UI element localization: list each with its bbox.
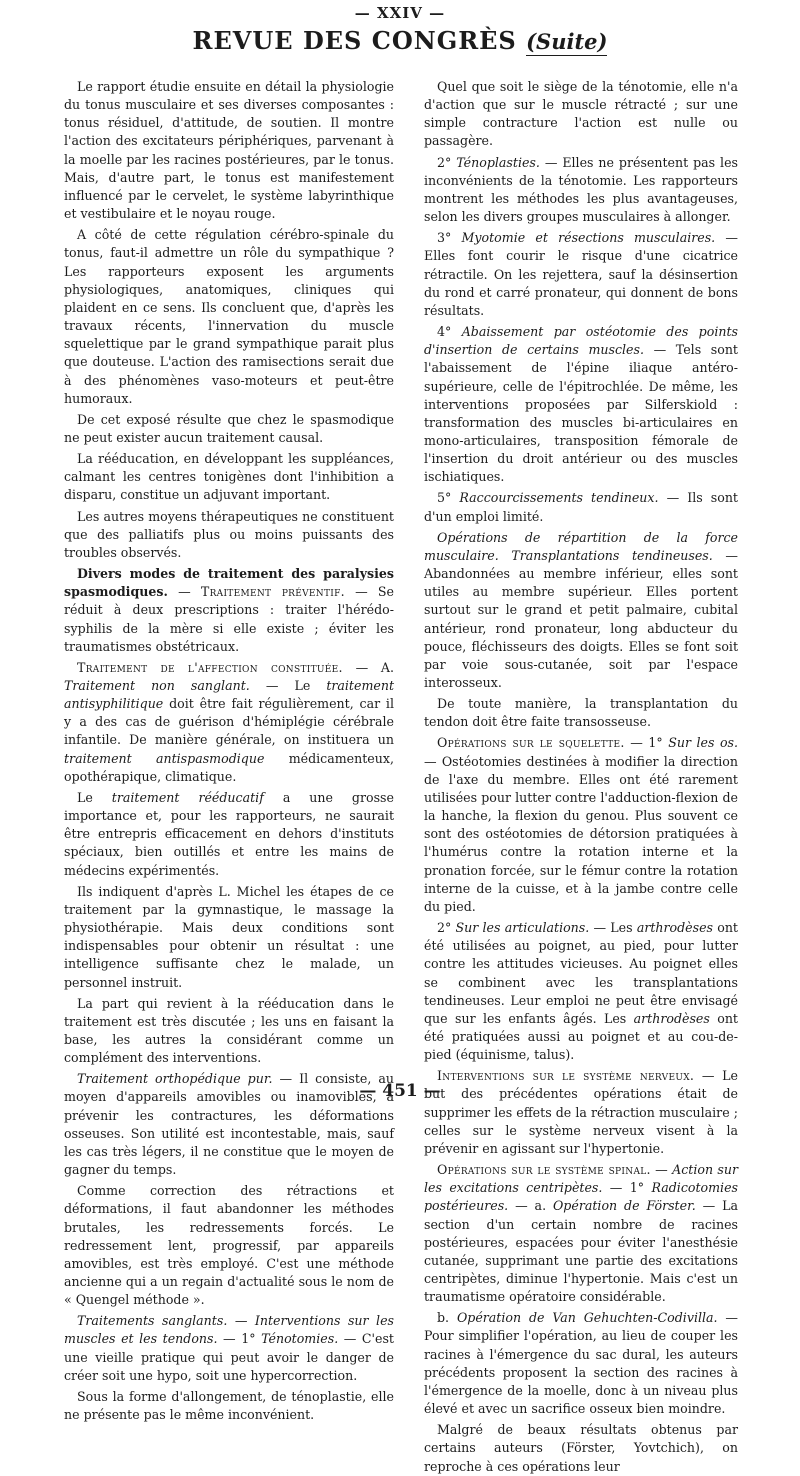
paragraph bbox=[424, 323, 738, 486]
right-text-column bbox=[424, 78, 739, 1474]
paragraph bbox=[424, 78, 738, 151]
styled-text: Divers modes de traitement des paralysies spasmodiques. bbox=[64, 566, 394, 600]
text-run: ont été pratiquées aussi au poignet et au cou-de-pied (équinisme, talus). bbox=[424, 1010, 738, 1063]
text-run: — Pour simplifier l'opération, au lieu de couper les racines à l'émergence du sac dural, les auteurs précédents proposent la section des racines à l'émergence de la moelle, donc à un niveau plus élevé et avec un sacrifice osseux bien moindre. bbox=[424, 1310, 739, 1417]
text-run: 4° bbox=[437, 324, 462, 340]
text-run: — bbox=[167, 584, 201, 600]
styled-text: Radicotomies postérieures. bbox=[424, 1180, 738, 1214]
text-run: — Abandonnées au membre inférieur, elles sont utiles au membre supérieur. Elles portent surtout sur le grand et petit palmaire, cubital antérieur, rond pronateur, long abducteur du pouce, fléchisseurs des doigts. Elles se font soit par voie sous-cutanée, soit par l'espace interosseux. bbox=[424, 547, 738, 690]
text-run: — Se réduit à deux prescriptions : traiter l'hérédo-syphilis de la mère si elle existe ; éviter les traumatismes obstétricaux. bbox=[64, 584, 394, 654]
text-run: De cet exposé résulte que chez le spasmodique ne peut exister aucun traitement causal. bbox=[64, 411, 394, 445]
paragraph bbox=[424, 919, 738, 1064]
paragraph bbox=[424, 489, 738, 525]
page-marker: — XXIV — bbox=[354, 4, 446, 22]
styled-text: Interventions sur le système nerveux. bbox=[437, 1068, 695, 1084]
text-run: — 1° bbox=[602, 1180, 652, 1196]
styled-text: Myotomie et résections musculaires. bbox=[461, 230, 716, 246]
text-run: 2° bbox=[437, 154, 457, 170]
page-number: — 451 — bbox=[359, 1081, 441, 1101]
paragraph bbox=[424, 154, 738, 227]
text-run: Le bbox=[77, 789, 112, 805]
text-run: La part qui revient à la rééducation dans le traitement est très discutée ; les uns en faisant la base, les autres la considérant comme un complément des interventions. bbox=[64, 995, 394, 1066]
text-run: Quel que soit le siège de la ténotomie, elle n'a d'action que sur le muscle rétracté ; sur une simple contracture l'action est nulle ou passagère. bbox=[424, 79, 738, 149]
text-run: — Ostéotomies destinées à modifier la direction de l'axe du membre. Elles ont été rarement utilisées pour lutter contre l'adduction-flexion de la hanche, la flexion du genou. Plus souvent ce sont des ostéotomies de détorsion pratiquées à l'humérus contre la rotation interne et la pronation forcée, sur le fémur contre la rotation interne de la cuisse, et à la jambe contre celle du pied. bbox=[424, 753, 738, 914]
paragraph bbox=[64, 1388, 394, 1424]
text-run: Ils indiquent d'après L. Michel les étapes de ce traitement par la gymnastique, le massage la physiothérapie. Mais deux conditions sont indispensables pour obtenir un résultat : une intelligence suffisante chez le malade, un personnel instruit. bbox=[64, 883, 394, 990]
text-run: — C'est une vieille pratique qui peut avoir le danger de créer soit une hypo, soit une hypercorrection. bbox=[64, 1331, 394, 1383]
styled-text: Ténoplasties. bbox=[456, 154, 540, 170]
text-run: La rééducation, en développant les suppléances, calmant les centres tonigènes dont l'inhibition a disparu, constitue un adjuvant important. bbox=[64, 451, 394, 503]
text-run: A côté de cette régulation cérébro-spinale du tonus, faut-il admettre un rôle du sympathique ? Les rapporteurs exposent les arguments physiologiques, anatomiques, cliniques qui plaident en ce sens. Ils concluent que, d'après les travaux récents, l'innervation du muscle squelettique par le grand sympathique parait plus que douteuse. L'action des ramisections serait due à des phénomènes vaso-moteurs et peut-être humoraux. bbox=[64, 227, 394, 406]
styled-text: Traitement préventif. bbox=[200, 584, 345, 600]
text-run: b. bbox=[437, 1310, 457, 1326]
page-title-suffix: (Suite) bbox=[526, 29, 608, 54]
paragraph bbox=[64, 1182, 394, 1309]
paragraph bbox=[424, 1309, 738, 1418]
text-run: doit être fait régulièrement, car il y a des cas de guérison d'hémiplégie cérébrale infantile. De manière générale, on instituera un bbox=[64, 696, 394, 748]
page-title-suffix-wrap bbox=[526, 26, 607, 56]
paragraph bbox=[64, 789, 394, 880]
paragraph bbox=[64, 995, 394, 1068]
text-run: médicamenteux, opothérapique, climatique. bbox=[64, 750, 394, 784]
text-run: — bbox=[650, 1162, 673, 1178]
styled-text: Abaissement par ostéotomie des points d'insertion de certains muscles. bbox=[424, 324, 738, 358]
paragraph bbox=[424, 1161, 738, 1306]
styled-text: Opération de Van Gehuchten-Codivilla. bbox=[456, 1310, 718, 1326]
paragraph bbox=[64, 450, 394, 504]
styled-text: Traitement de l'affection constituée. bbox=[77, 659, 343, 675]
styled-text: traitement rééducatif bbox=[111, 789, 264, 805]
text-run: 3° bbox=[437, 230, 462, 246]
text-run: Malgré de beaux résultats obtenus par certains auteurs (Förster, Yovtchich), on reproche à ces opérations leur bbox=[424, 1422, 738, 1474]
styled-text: Opérations sur le système spinal. bbox=[437, 1162, 651, 1178]
styled-text: Traitement orthopédique pur. bbox=[77, 1071, 273, 1087]
text-run: — 1° bbox=[217, 1331, 262, 1347]
text-run: a une grosse importance et, pour les rapporteurs, ne saurait être entrepris efficacement en dehors d'instituts spéciaux, bien outillés et entre les mains de médecins expérimentés. bbox=[64, 789, 394, 878]
paragraph bbox=[64, 226, 394, 408]
paragraph bbox=[64, 659, 394, 786]
text-run: — Ils sont d'un emploi limité. bbox=[424, 490, 738, 524]
paragraph bbox=[64, 508, 394, 562]
styled-text: Raccourcissements tendineux. bbox=[459, 490, 659, 506]
paragraph bbox=[64, 411, 394, 447]
styled-text: Traitement non sanglant. bbox=[64, 678, 250, 693]
styled-text: Action sur les excitations centripètes. bbox=[424, 1162, 738, 1196]
styled-text: traitement antispasmodique bbox=[64, 750, 265, 766]
text-run: Le rapport étudie ensuite en détail la physiologie du tonus musculaire et ses diverses composantes : tonus résiduel, d'attitude, de soutien. Il montre l'action des excitateurs périphériques, parvenant à la moelle par les racines postérieures, par le tonus. Mais, d'autre part, le tonus est manifestement influencé par le cervelet, le système labyrinthique et vestibulaire et le noyau rouge. bbox=[64, 79, 394, 222]
text-run: — 1° bbox=[624, 735, 669, 751]
text-run: — Elles ne présentent pas les inconvénients de la ténotomie. Les rapporteurs montrent les méthodes les plus avantageuses, selon les divers groupes musculaires à allonger. bbox=[424, 154, 738, 225]
paragraph bbox=[64, 565, 394, 656]
text-run: Les autres moyens thérapeutiques ne constituent que des palliatifs plus ou moins puissants des troubles observés. bbox=[64, 508, 394, 560]
styled-text: Opération de Förster. bbox=[552, 1198, 696, 1214]
left-text-column bbox=[64, 78, 395, 1423]
styled-text: Opérations sur le squelette. bbox=[437, 735, 625, 751]
text-run: De toute manière, la transplantation du tendon doit être faite transosseuse. bbox=[424, 696, 738, 730]
styled-text: Ténotomies. bbox=[261, 1331, 339, 1347]
text-run: Sous la forme d'allongement, de ténoplastie, elle ne présente pas le même inconvénient. bbox=[64, 1388, 394, 1423]
text-run: 2° bbox=[437, 920, 456, 936]
styled-text: traitement antisyphilitique bbox=[64, 678, 395, 712]
text-run: — A. bbox=[342, 659, 394, 675]
styled-text: arthrodèses bbox=[636, 920, 714, 936]
text-run: — Le but des précédentes opérations était de supprimer les effets de la rétraction musculaire ; celles sur le système nerveux visent à la prévenir en agissant sur l'hypertonie. bbox=[424, 1068, 738, 1156]
text-run: — a. bbox=[508, 1198, 553, 1214]
text-run: — Elles font courir le risque d'une cicatrice rétractile. On les rejettera, sauf la désinsertion du rond et carré pronateur, qui donnent de bons résultats. bbox=[424, 230, 738, 318]
paragraph bbox=[424, 1421, 738, 1475]
paragraph bbox=[424, 734, 738, 916]
styled-text: Sur les os. bbox=[668, 735, 738, 751]
text-run: — Tels sont l'abaissement de l'épine iliaque antéro-supérieure, celle de l'épitrochlée. De même, les interventions proposées par Silferskiold : transformation des muscles bi-articulaires en mono-articulaires, transposition fémorale de l'insertion du droit antérieur ou des muscles ischiatiques. bbox=[424, 342, 738, 485]
styled-text: Opérations de répartition de la force musculaire. Transplantations tendineuses. bbox=[424, 529, 738, 563]
styled-text: Sur les articulations. bbox=[455, 920, 590, 936]
paragraph bbox=[64, 883, 394, 992]
paragraph bbox=[424, 529, 738, 692]
text-run: Comme correction des rétractions et déformations, il faut abandonner les méthodes brutales, les redressements forcés. Le redressement lent, progressif, par appareils amovibles, est très employé. C'est une méthode ancienne qui a un regain d'actualité sous le nom de « Quengel méthode ». bbox=[64, 1183, 394, 1308]
text-run: 5° bbox=[437, 490, 460, 506]
styled-text: Traitements sanglants. — Interventions sur les muscles et les tendons. bbox=[64, 1313, 394, 1347]
text-run: — La section d'un certain nombre de racines postérieures, espacées pour éviter l'anesthésie cutanée, supprimant une partie des excitations centripètes, diminue l'hypertonie. Mais c'est un traumatisme opératoire considérable. bbox=[424, 1198, 738, 1305]
paragraph bbox=[424, 229, 738, 320]
styled-text: arthrodèses bbox=[633, 1010, 710, 1026]
paragraph bbox=[424, 695, 738, 731]
text-run: — Il consiste, au moyen d'appareils amovibles ou inamovibles, à prévenir les contractures, les déformations osseuses. Son utilité est incontestable, mais, sauf les cas très légers, il ne constitue que le moyen de gagner du temps. bbox=[64, 1071, 394, 1178]
text-run: — Les bbox=[589, 920, 637, 936]
paragraph bbox=[64, 1312, 394, 1385]
text-run: ont été utilisées au poignet, au pied, pour lutter contre les attitudes vicieuses. Au poignet elles se combinent avec les transplantations tendineuses. Leur emploi ne peut être envisagé que sur les enfants âgés. Les bbox=[424, 920, 738, 1026]
page-title-text: REVUE DES CONGRÈS bbox=[192, 26, 517, 55]
page-title bbox=[0, 26, 800, 56]
text-run: — Le bbox=[249, 678, 327, 693]
paragraph bbox=[64, 78, 394, 223]
